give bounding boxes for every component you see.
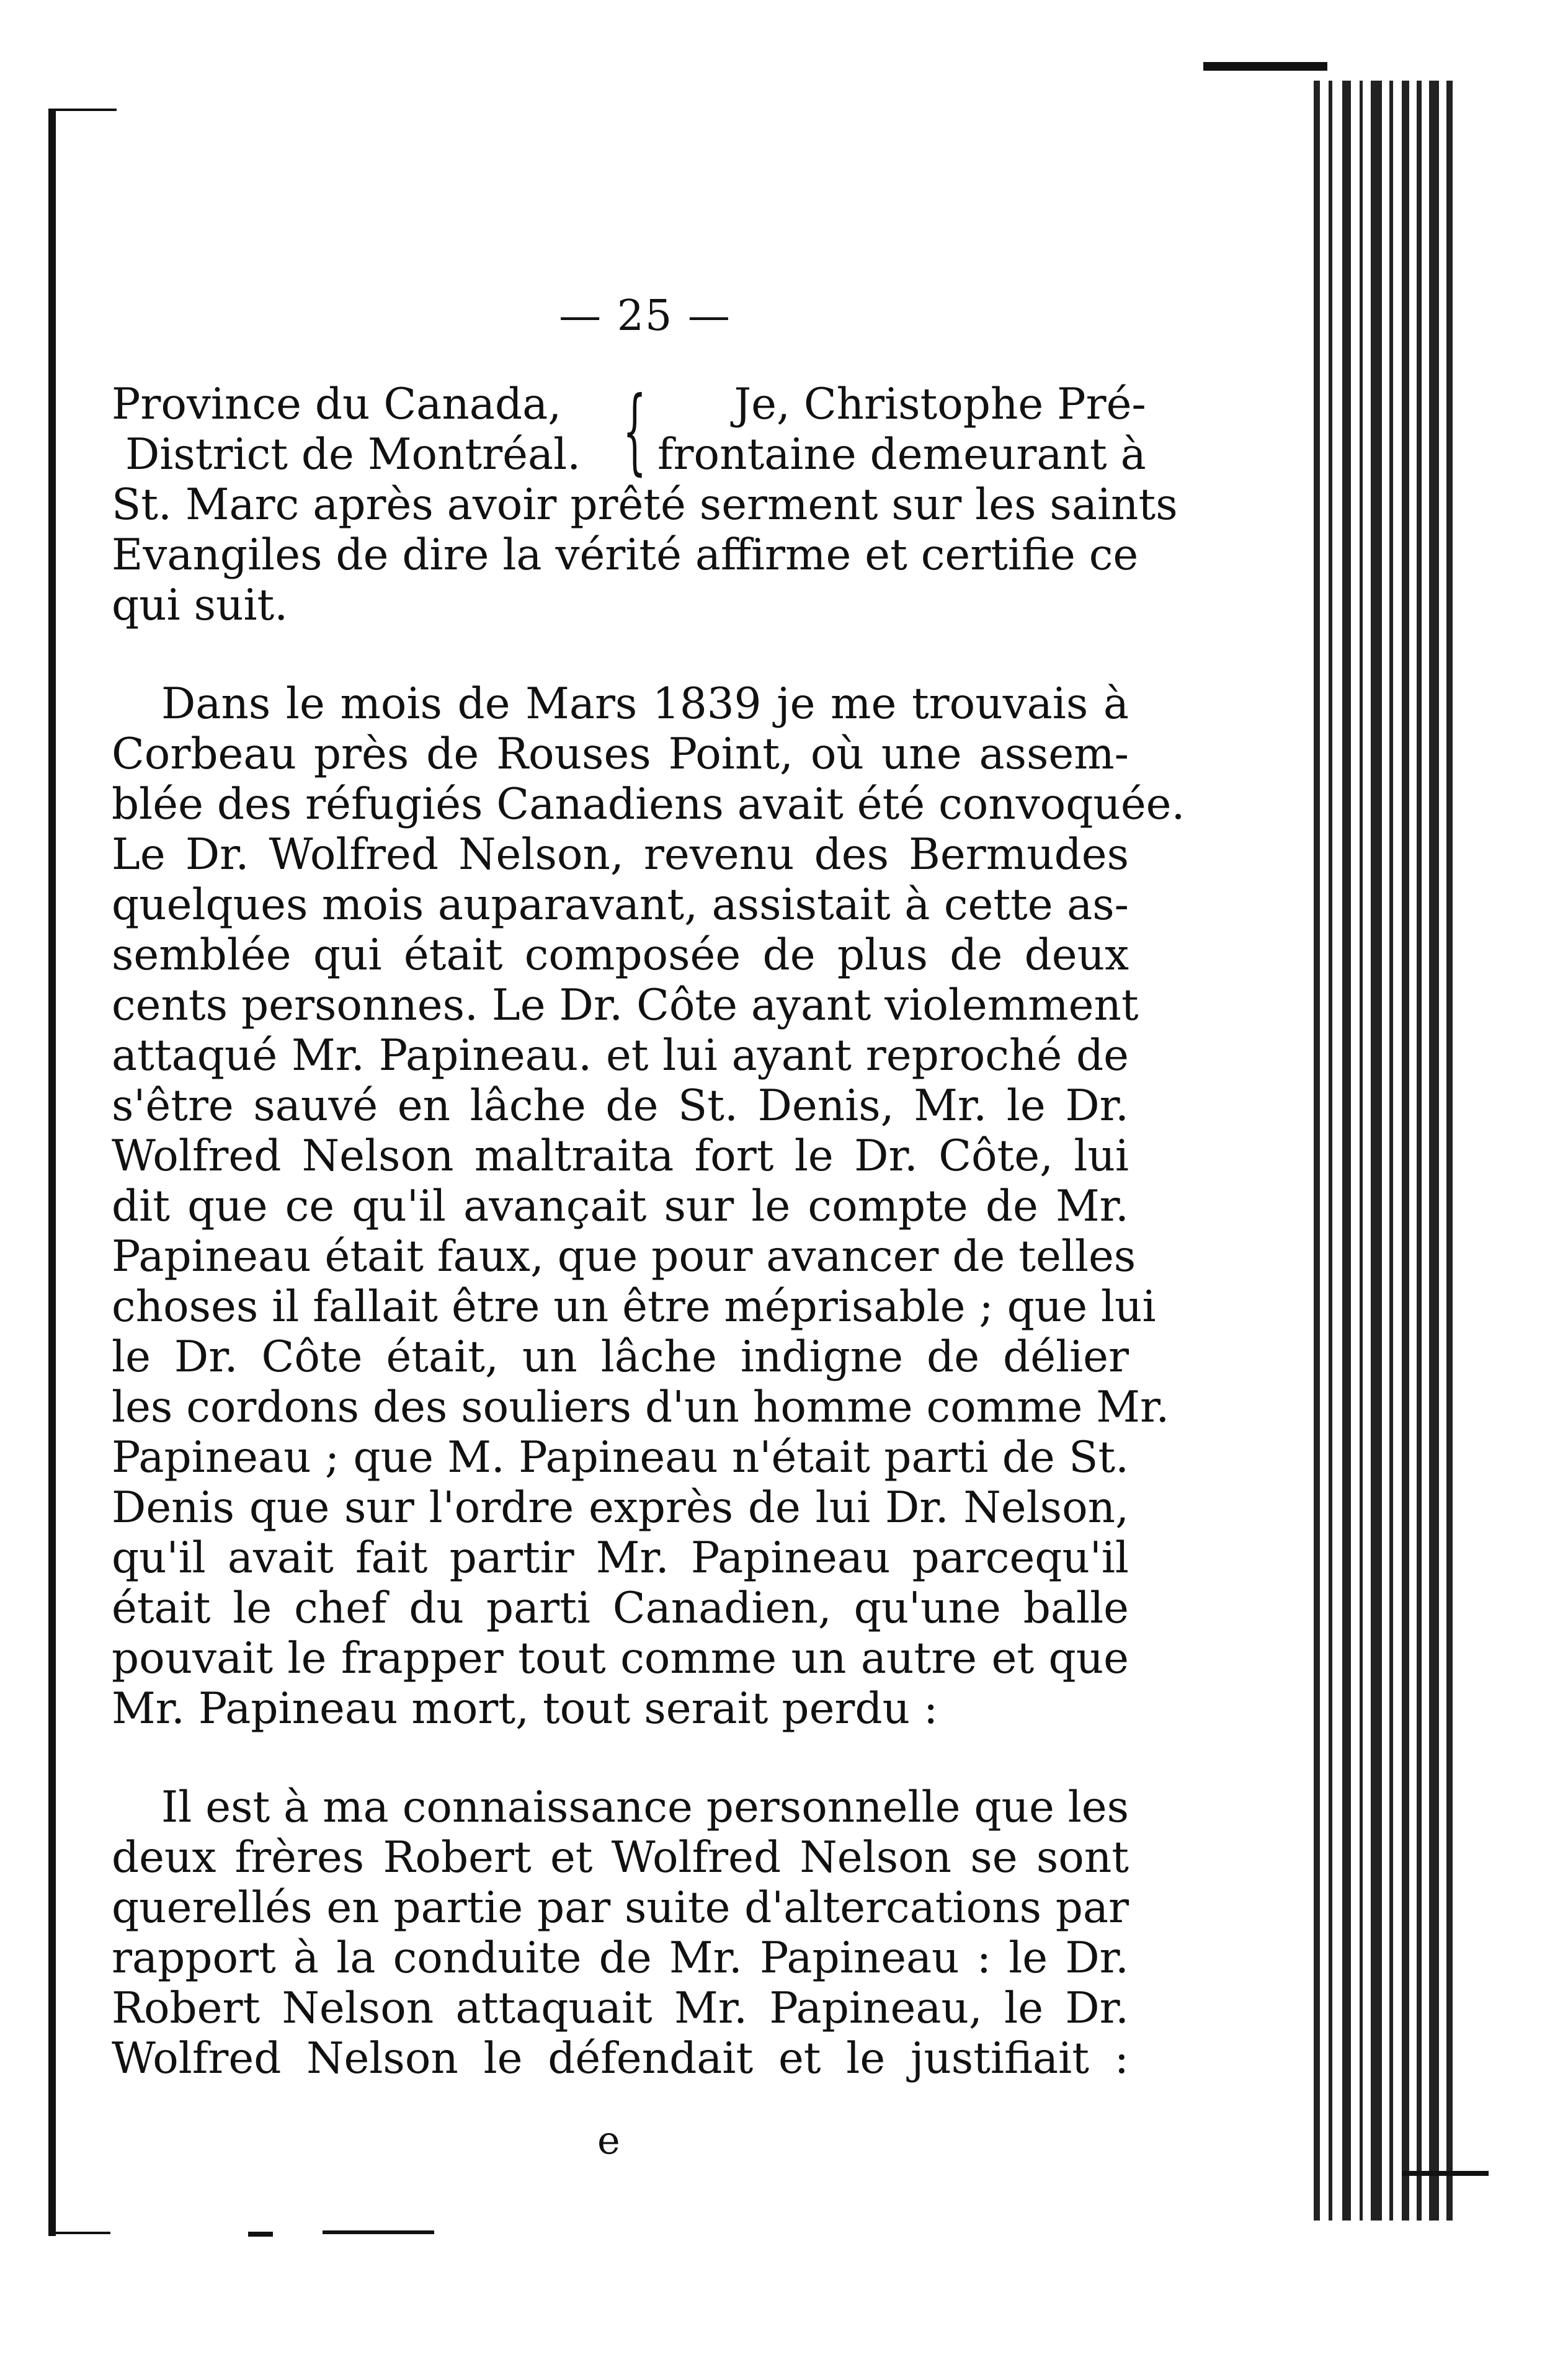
- text-line: cents personnes. Le Dr. Côte ayant violemment: [112, 981, 1139, 1030]
- jurisdiction-district: District de Montréal.: [125, 430, 581, 479]
- deponent-line-2: frontaine demeurant à: [657, 430, 1146, 479]
- text-line: le Dr. Côte était, un lâche indigne de délier: [112, 1332, 1129, 1382]
- text-line: Wolfred Nelson le défendait et le justifiait :: [112, 2034, 1129, 2083]
- page-number: — 25 —: [559, 292, 731, 341]
- text-line: s'être sauvé en lâche de St. Denis, Mr. le Dr.: [112, 1081, 1129, 1131]
- text-line: dit que ce qu'il avançait sur le compte de Mr.: [112, 1182, 1129, 1231]
- text-line: attaqué Mr. Papineau. et lui ayant reproché de: [112, 1031, 1129, 1080]
- text-line: blée des réfugiés Canadiens avait été convoquée.: [112, 780, 1185, 829]
- text-line: Il est à ma connaissance personnelle que les: [161, 1783, 1129, 1832]
- text-line: Papineau ; que M. Papineau n'était parti de St.: [112, 1433, 1129, 1482]
- binding-edge-top-tick: [48, 109, 117, 111]
- text-line: semblée qui était composée de plus de deux: [112, 930, 1129, 980]
- gutter-bottom-mark: [1402, 2171, 1489, 2176]
- text-line: quelques mois auparavant, assistait à cette as-: [112, 880, 1129, 930]
- text-line: les cordons des souliers d'un homme comme Mr.: [112, 1383, 1170, 1432]
- bottom-ink-mark: [248, 2232, 273, 2237]
- text-line: St. Marc après avoir prêté serment sur les saints: [112, 480, 1178, 530]
- paragraph-1: [112, 679, 1185, 1734]
- binding-edge-line: [48, 109, 56, 2236]
- text-line: Mr. Papineau mort, tout serait perdu :: [112, 1684, 938, 1734]
- binding-edge-bottom-tick: [48, 2232, 110, 2234]
- text-line: Corbeau près de Rouses Point, où une assem-: [112, 729, 1129, 779]
- text-line: querellés en partie par suite d'altercations par: [112, 1883, 1129, 1933]
- jurisdiction-block: [112, 380, 620, 480]
- text-line: qu'il avait fait partir Mr. Papineau parcequ'il: [112, 1533, 1129, 1583]
- text-line: rapport à la conduite de Mr. Papineau : le Dr.: [112, 1933, 1129, 1983]
- text-line: Papineau était faux, que pour avancer de telles: [112, 1232, 1136, 1281]
- text-line: Evangiles de dire la vérité affirme et certifie ce: [112, 530, 1139, 580]
- text-line: Wolfred Nelson maltraita fort le Dr. Côte, lui: [112, 1131, 1129, 1181]
- jurisdiction-province: Province du Canada,: [112, 380, 562, 429]
- paragraph-2: [112, 1783, 1129, 2084]
- body-text: [112, 377, 1185, 2084]
- curly-brace-icon: {: [623, 377, 647, 485]
- text-line: pouvait le frapper tout comme un autre et que: [112, 1634, 1129, 1683]
- bottom-rule-mark: [323, 2230, 434, 2234]
- catchword: e: [597, 2118, 620, 2163]
- text-line: choses il fallait être un être méprisable ; que lui: [112, 1282, 1156, 1332]
- page-edges-gutter: [1290, 62, 1489, 2233]
- text-line: deux frères Robert et Wolfred Nelson se sont: [112, 1833, 1129, 1882]
- intro-paragraph: [112, 480, 1178, 631]
- brace-mark: [620, 377, 657, 485]
- text-line: était le chef du parti Canadien, qu'une balle: [112, 1584, 1129, 1633]
- affidavit-header: [112, 377, 1146, 485]
- text-line: qui suit.: [112, 581, 288, 630]
- text-line: Robert Nelson attaquait Mr. Papineau, le Dr.: [112, 1984, 1129, 2033]
- deponent-line-1: Je, Christophe Pré-: [734, 380, 1146, 429]
- text-line: Dans le mois de Mars 1839 je me trouvais à: [161, 679, 1129, 729]
- text-line: Le Dr. Wolfred Nelson, revenu des Bermudes: [112, 830, 1129, 880]
- deponent-block: [657, 380, 1146, 480]
- text-line: Denis que sur l'ordre exprès de lui Dr. Nelson,: [112, 1483, 1129, 1533]
